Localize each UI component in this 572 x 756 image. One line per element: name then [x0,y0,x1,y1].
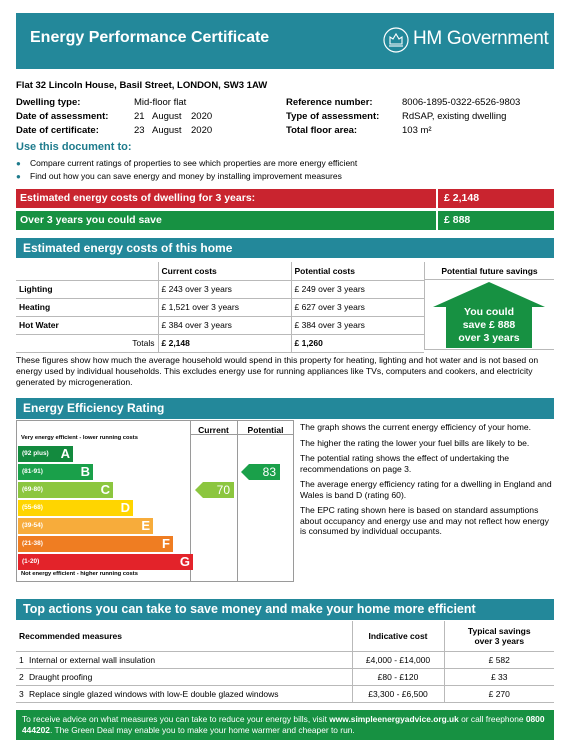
details-left [16,96,212,138]
band-letter: F [162,536,170,551]
certificate-day: 23 [134,125,145,136]
rating-band-a [18,446,73,462]
savings-header-line-1: Typical savings [467,625,531,636]
measure-number: 2 [19,671,24,682]
measure-name: Replace single glazed windows with low-E double glazed windows [29,688,279,699]
savings-value: £ 888 [436,211,554,230]
band-letter: C [100,482,110,497]
property-address: Flat 32 Lincoln House, Basil Street, LONDON, SW3 1AW [16,80,268,91]
assessment-day: 21 [134,111,145,122]
rating-explanation [300,422,556,542]
cost-current: £ 243 over 3 years [158,280,291,298]
savings-line-2: save £ 888 [462,319,516,331]
savings-line-3: over 3 years [458,332,520,344]
certificate-title: Energy Performance Certificate [30,29,270,46]
measure-name: Draught proofing [29,671,93,682]
actions-table [16,621,554,703]
list-item: ● Compare current ratings of properties to see which properties are more energy efficient [16,157,357,170]
table-row [16,651,554,668]
table-row [16,668,554,685]
floor-area-label: Total floor area: [286,125,358,136]
cost-current: £ 1,521 over 3 years [158,298,291,316]
measures-header: Recommended measures [16,621,352,651]
measure-name: Internal or external wall insulation [29,654,156,665]
potential-rating-value: 83 [262,465,276,479]
costs-section-title: Estimated energy costs of this home [16,238,554,258]
band-range: (21-38) [22,540,43,547]
assessment-type-value: RdSAP, existing dwelling [402,111,507,122]
footer-text: . The Green Deal may enable you to make your home warmer and cheaper to run. [49,725,355,735]
list-item: ● Find out how you can save energy and money by installing improvement measures [16,170,357,183]
certificate-date-label: Date of certificate: [16,125,99,136]
savings-bar [16,211,554,230]
footer-text: or call freephone [458,714,526,724]
measure-number: 3 [19,688,24,699]
costs-note: These figures show how much the average household would spend in this property for heating, lighting and hot water and is not based on energy used by individual households. This excludes energy use for running appliances like TVs, computers and cookers, and electricity generated by microgeneration. [16,355,539,387]
totals-label: Totals [16,334,158,352]
freephone-number: 0800 444202 [22,714,545,735]
band-letter: D [120,500,130,515]
estimated-costs-bar [16,189,554,208]
rating-paragraph: The EPC rating shown here is based on standard assumptions about occupancy and energy use and may not reflect how energy is consumed by individual occupants. [300,505,549,536]
rating-band-e [18,518,153,534]
measure-cell [16,651,352,668]
cost-item-name: Lighting [16,280,158,298]
assessment-date-label: Date of assessment: [16,111,109,122]
band-range: (92 plus) [22,450,49,457]
rating-divider [237,420,238,582]
total-current: £ 2,148 [158,334,291,352]
band-range: (69-80) [22,486,43,493]
measure-number: 1 [19,654,24,665]
rating-band-b [18,464,93,480]
cost-item-name: Hot Water [16,316,158,334]
rating-band-c [18,482,113,498]
measure-cost: £3,300 - £6,500 [352,685,444,702]
cost-header: Indicative cost [352,621,444,651]
potential-costs-header: Potential costs [291,262,424,280]
cost-item-name: Heating [16,298,158,316]
current-rating-value: 70 [216,483,230,497]
band-range: (39-54) [22,522,43,529]
table-row [16,280,424,298]
measure-cost: £80 - £120 [352,668,444,685]
band-letter: B [80,464,90,479]
savings-label: Over 3 years you could save [20,214,162,226]
certificate-year: 2020 [191,125,213,136]
cost-potential: £ 627 over 3 years [291,298,424,316]
rating-band-g [18,554,193,570]
measure-cell [16,668,352,685]
cost-potential: £ 249 over 3 years [291,280,424,298]
reference-label: Reference number: [286,97,373,108]
savings-line-1: You could [464,306,514,318]
costs-table [16,262,424,353]
certificate-month: August [152,125,182,136]
estimated-costs-value: £ 2,148 [436,189,554,208]
current-rating-indicator [195,482,234,498]
assessment-type-label: Type of assessment: [286,111,380,122]
total-potential: £ 1,260 [291,334,424,352]
table-row [16,316,424,334]
band-letter: G [179,554,190,569]
band-range: (1-20) [22,558,40,565]
future-savings-header: Potential future savings [424,262,554,280]
measure-cost: £4,000 - £14,000 [352,651,444,668]
dwelling-type-label: Dwelling type: [16,97,81,108]
savings-arrow-text [432,306,546,345]
band-range: (55-68) [22,504,43,511]
savings-header [444,621,554,651]
rating-paragraph: The potential rating shows the effect of undertaking the recommendations on page 3. [300,453,510,474]
measure-saving: £ 270 [444,685,554,702]
costs-empty-header [16,262,158,280]
table-row [16,685,554,702]
rating-band-d [18,500,133,516]
band-letter: A [60,446,70,461]
assessment-month: August [152,111,182,122]
rating-band-f [18,536,173,552]
measure-saving: £ 33 [444,668,554,685]
rating-paragraph: The higher the rating the lower your fuel bills are likely to be. [300,437,530,448]
cost-current: £ 384 over 3 years [158,316,291,334]
measure-cell [16,685,352,702]
potential-rating-header: Potential [247,425,284,435]
estimated-costs-label: Estimated energy costs of dwelling for 3 years: [20,192,256,204]
footer-text: To receive advice on what measures you can take to reduce your energy bills, visit [22,714,330,724]
reference-value: 8006-1895-0322-6526-9803 [402,97,521,108]
rating-section-title: Energy Efficiency Rating [16,398,554,419]
dwelling-type-value: Mid-floor flat [134,97,187,108]
advice-website-link[interactable]: www.simpleenergyadvice.org.uk [329,714,459,724]
rating-paragraph: The average energy efficiency rating for a dwelling in England and Wales is band D (rating 60). [300,479,552,500]
use-document-list [16,157,357,183]
assessment-year: 2020 [191,111,213,122]
table-row [16,334,424,352]
efficient-note: Very energy efficient - lower running costs [21,435,138,441]
current-rating-header: Current [198,425,229,435]
actions-section-title: Top actions you can take to save money and make your home more efficient [16,599,554,620]
rating-paragraph: The graph shows the current energy efficiency of your home. [300,422,532,432]
use-document-title: Use this document to: [16,141,132,153]
hm-government-brand: HM Government [413,28,549,49]
band-range: (81-91) [22,468,43,475]
royal-crest-icon [382,26,410,54]
cost-potential: £ 384 over 3 years [291,316,424,334]
details-right [286,96,520,138]
potential-rating-indicator [241,464,280,480]
advice-footer [16,710,554,740]
floor-area-value: 103 m² [402,125,432,136]
current-costs-header: Current costs [158,262,291,280]
band-letter: E [141,518,150,533]
measure-saving: £ 582 [444,651,554,668]
table-row [16,298,424,316]
savings-header-line-2: over 3 years [474,635,525,646]
inefficient-note: Not energy efficient - higher running costs [21,571,138,577]
certificate-header [16,13,554,69]
